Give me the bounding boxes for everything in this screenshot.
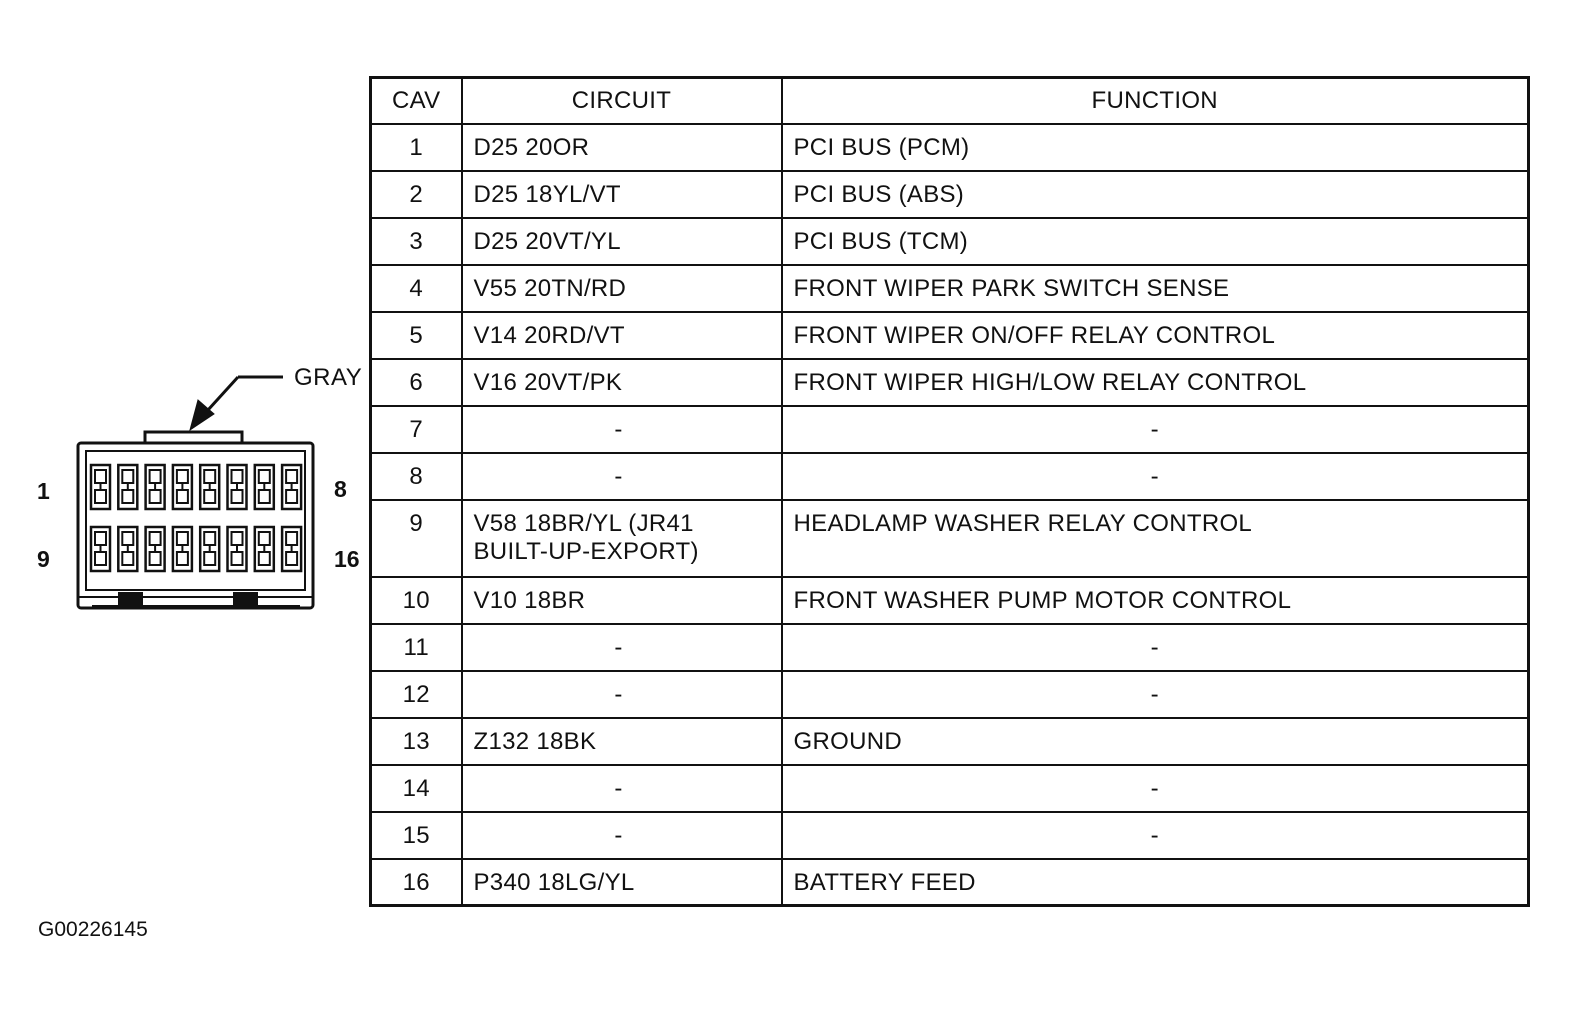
cell-function: -: [782, 765, 1529, 812]
cell-cav: 6: [371, 359, 462, 406]
pinout-table: [369, 76, 1530, 907]
table-row: [371, 312, 1529, 359]
table-row: [371, 265, 1529, 312]
cell-circuit: V58 18BR/YL (JR41 BUILT-UP-EXPORT): [462, 500, 782, 577]
cell-function: GROUND: [782, 718, 1529, 765]
cell-function: PCI BUS (TCM): [782, 218, 1529, 265]
pin-label-8: 8: [334, 476, 347, 502]
table-row: [371, 765, 1529, 812]
connector-cavity: [282, 465, 301, 509]
connector-cavity: [255, 465, 274, 509]
table-row: [371, 218, 1529, 265]
cell-function: -: [782, 406, 1529, 453]
pin-label-16: 16: [334, 546, 360, 572]
cell-cav: 15: [371, 812, 462, 859]
cell-cav: 2: [371, 171, 462, 218]
table-row: [371, 812, 1529, 859]
table-row: [371, 859, 1529, 906]
table-row: [371, 500, 1529, 577]
connector-cavity: [146, 465, 165, 509]
connector-cavity: [200, 465, 219, 509]
cell-function: -: [782, 812, 1529, 859]
cell-circuit: V16 20VT/PK: [462, 359, 782, 406]
cell-function: FRONT WIPER ON/OFF RELAY CONTROL: [782, 312, 1529, 359]
cell-function: FRONT WASHER PUMP MOTOR CONTROL: [782, 577, 1529, 624]
table-row: [371, 624, 1529, 671]
table-row: [371, 577, 1529, 624]
cell-function: -: [782, 671, 1529, 718]
connector-cavity: [228, 465, 247, 509]
cell-circuit: -: [462, 624, 782, 671]
connector-shell: [78, 443, 313, 608]
lock-block-left: [118, 592, 143, 606]
cell-function: FRONT WIPER HIGH/LOW RELAY CONTROL: [782, 359, 1529, 406]
connector-cavity: [118, 527, 137, 571]
cell-cav: 4: [371, 265, 462, 312]
cell-function: FRONT WIPER PARK SWITCH SENSE: [782, 265, 1529, 312]
cell-cav: 9: [371, 500, 462, 577]
cell-function: HEADLAMP WASHER RELAY CONTROL: [782, 500, 1529, 577]
table-row: [371, 453, 1529, 500]
table-row: [371, 124, 1529, 171]
cell-cav: 10: [371, 577, 462, 624]
pin-label-9: 9: [37, 546, 50, 572]
cell-function: PCI BUS (PCM): [782, 124, 1529, 171]
figure-id: G00226145: [38, 918, 148, 941]
cell-circuit: P340 18LG/YL: [462, 859, 782, 906]
cell-circuit: Z132 18BK: [462, 718, 782, 765]
cell-circuit: -: [462, 671, 782, 718]
cell-cav: 12: [371, 671, 462, 718]
pin-label-1: 1: [37, 478, 50, 504]
header-function: FUNCTION: [782, 78, 1529, 124]
cell-cav: 14: [371, 765, 462, 812]
cell-circuit: D25 20OR: [462, 124, 782, 171]
cell-cav: 5: [371, 312, 462, 359]
cell-circuit: -: [462, 453, 782, 500]
header-cav: CAV: [371, 78, 462, 124]
table-row: [371, 406, 1529, 453]
connector-cavity: [146, 527, 165, 571]
cell-function: PCI BUS (ABS): [782, 171, 1529, 218]
cell-cav: 1: [371, 124, 462, 171]
cell-cav: 7: [371, 406, 462, 453]
cell-circuit: -: [462, 812, 782, 859]
header-circuit: CIRCUIT: [462, 78, 782, 124]
table-row: [371, 359, 1529, 406]
table-row: [371, 671, 1529, 718]
cell-function: BATTERY FEED: [782, 859, 1529, 906]
connector-cavity: [228, 527, 247, 571]
connector-cavity: [91, 465, 110, 509]
cell-cav: 16: [371, 859, 462, 906]
cell-cav: 8: [371, 453, 462, 500]
cell-cav: 3: [371, 218, 462, 265]
connector-cavity: [91, 527, 110, 571]
connector-cavity: [200, 527, 219, 571]
cell-cav: 13: [371, 718, 462, 765]
connector-color-label: GRAY: [294, 364, 363, 391]
connector-diagram: [0, 0, 370, 640]
connector-cavity: [118, 465, 137, 509]
table-header-row: [371, 78, 1529, 124]
cell-circuit: V10 18BR: [462, 577, 782, 624]
cell-circuit: V55 20TN/RD: [462, 265, 782, 312]
cell-circuit: D25 18YL/VT: [462, 171, 782, 218]
lock-block-right: [233, 592, 258, 606]
cell-circuit: -: [462, 406, 782, 453]
cell-function: -: [782, 624, 1529, 671]
table-row: [371, 171, 1529, 218]
connector-cavity: [173, 527, 192, 571]
table-body: [371, 124, 1529, 906]
cell-circuit: -: [462, 765, 782, 812]
connector-cavity: [282, 527, 301, 571]
connector-body: [0, 0, 370, 640]
table-row: [371, 718, 1529, 765]
connector-cavity: [255, 527, 274, 571]
cell-function: -: [782, 453, 1529, 500]
connector-cavity: [173, 465, 192, 509]
cell-circuit: D25 20VT/YL: [462, 218, 782, 265]
cell-cav: 11: [371, 624, 462, 671]
leader-arrow: [190, 377, 283, 430]
cell-circuit: V14 20RD/VT: [462, 312, 782, 359]
